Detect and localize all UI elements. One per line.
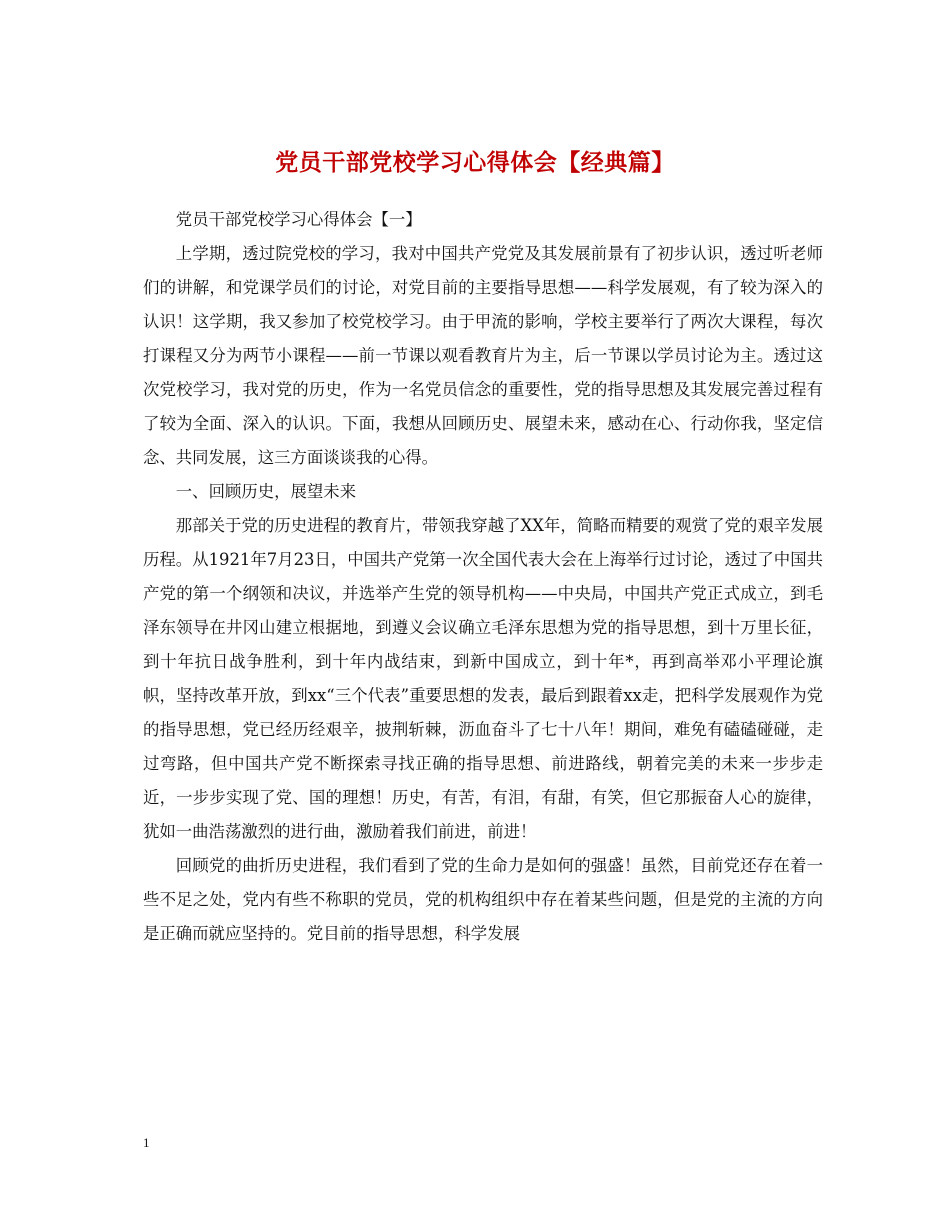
page-number: 1 — [143, 1135, 150, 1150]
section-heading-history: 一、回顾历史，展望未来 — [175, 482, 357, 501]
document-body — [143, 203, 823, 951]
section-heading-part-one: 党员干部党校学习心得体会【一】 — [175, 210, 422, 229]
paragraph-review: 回顾党的曲折历史进程，我们看到了党的生命力是如何的强盛！虽然，目前党还存在着一些不足之处，党内有些不称职的党员，党的机构组织中存在着某些问题，但是党的主流的方向是正确而就应坚持的。党目前的指导思想，科学发展 — [143, 856, 823, 943]
document-title: 党员干部党校学习心得体会【经典篇】 — [275, 149, 675, 177]
paragraph-introduction: 上学期，透过院党校的学习，我对中国共产党党及其发展前景有了初步认识，透过听老师们的讲解，和党课学员们的讨论，对党目前的主要指导思想——科学发展观，有了较为深入的认识！这学期，我又参加了校党校学习。由于甲流的影响，学校主要举行了两次大课程，每次打课程又分为两节小课程——前一节课以观看教育片为主，后一节课以学员讨论为主。透过这次党校学习，我对党的历史，作为一名党员信念的重要性，党的指导思想及其发展完善过程有了较为全面、深入的认识。下面，我想从回顾历史、展望未来，感动在心、行动你我，坚定信念、共同发展，这三方面谈谈我的心得。 — [143, 244, 823, 467]
footer-divider — [143, 1158, 823, 1159]
paragraph-history: 那部关于党的历史进程的教育片，带领我穿越了XX年，简略而精要的观赏了党的艰辛发展历程。从1921年7月23日，中国共产党第一次全国代表大会在上海举行过讨论，透过了中国共产党的第一个纲领和决议，并选举产生党的领导机构——中央局，中国共产党正式成立，到毛泽东领导在井冈山建立根据地，到遵义会议确立毛泽东思想为党的指导思想，到十万里长征，到十年抗日战争胜利，到十年内战结束，到新中国成立，到十年*，再到高举邓小平理论旗帜，坚持改革开放，到xx“三个代表”重要思想的发表，最后到跟着xx走，把科学发展观作为党的指导思想，党已经历经艰辛，披荆斩棘，沥血奋斗了七十八年！期间，难免有磕磕碰碰，走过弯路，但中国共产党不断探索寻找正确的指导思想、前进路线，朝着完美的未来一步步走近，一步步实现了党、国的理想！历史，有苦，有泪，有甜，有笑，但它那振奋人心的旋律，犹如一曲浩荡激烈的进行曲，激励着我们前进，前进！ — [143, 516, 823, 841]
